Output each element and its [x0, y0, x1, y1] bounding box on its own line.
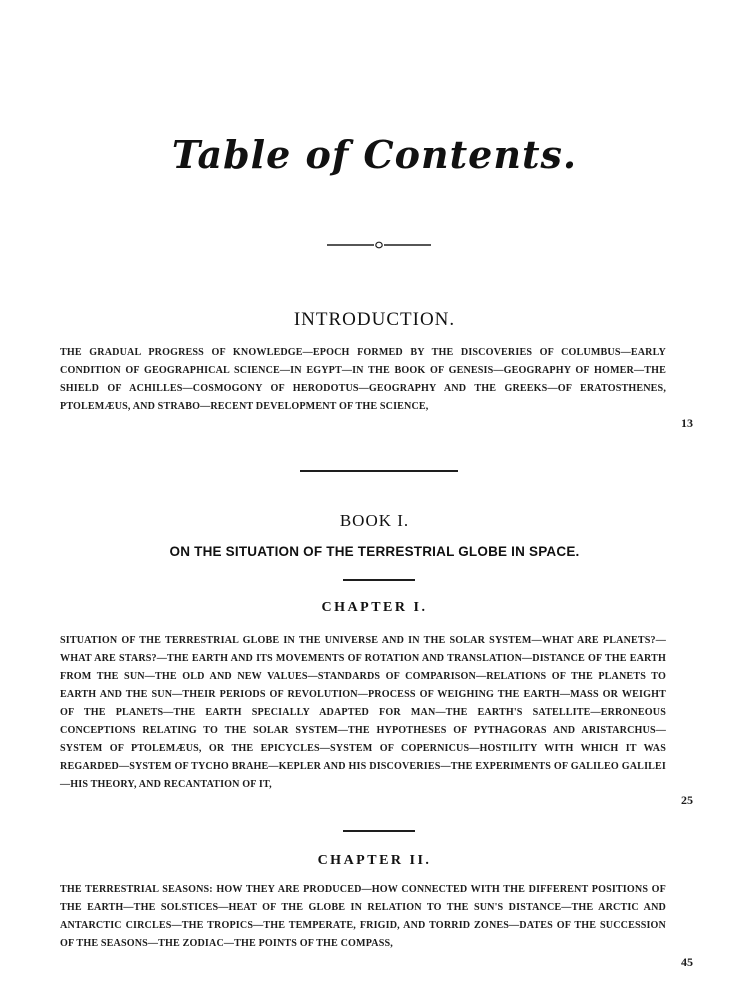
section-divider-rule [300, 470, 458, 472]
chapter-1-heading: CHAPTER I. [321, 600, 428, 615]
title-ornament-divider [327, 238, 431, 250]
book-subtitle: ON THE SITUATION OF THE TERRESTRIAL GLOBE IN SPACE. [169, 544, 580, 559]
chapter-1-entry [60, 632, 666, 794]
chapter-1-entry-text: SITUATION OF THE TERRESTRIAL GLOBE IN THE UNIVERSE AND IN THE SOLAR SYSTEM—WHAT ARE PLANETS?—WHAT ARE STARS?—THE EARTH AND ITS MOVEMENTS OF ROTATION AND TRANSLATION—DISTANCE OF THE EARTH FROM THE SUN—THE OLD AND NEW VALUES—STANDARDS OF COMPARISON—RELATIONS OF THE PLANETS TO EARTH AND THE SUN—THEIR PERIODS OF REVOLUTION—PROCESS OF WEIGHING THE EARTH—MASS OR WEIGHT OF THE PLANETS—THE EARTH SPECIALLY ADAPTED FOR MAN—THE EARTH'S SATELLITE—ERRONEOUS CONCEPTIONS RELATING TO THE SOLAR SYSTEM—THE HYPOTHESES OF PYTHAGORAS AND ARISTARCHUS—SYSTEM OF PTOLEMÆUS, OR THE EPICYCLES—SYSTEM OF COPERNICUS—HOSTILITY WITH WHICH IT WAS REGARDED—SYSTEM OF TYCHO BRAHE—KEPLER AND HIS DISCOVERIES—THE EXPERIMENTS OF GALILEO GALILEI—HIS THEORY, AND RECANTATION OF IT, [60, 635, 666, 790]
chapter-1-page-number: 25 [681, 793, 693, 807]
chapter-2-heading: CHAPTER II. [317, 853, 432, 868]
chapter-2-page-number: 45 [681, 955, 693, 969]
introduction-page-number: 13 [681, 416, 693, 430]
book-divider-rule [343, 579, 415, 581]
chapter-divider-rule [343, 830, 415, 832]
introduction-entry [60, 344, 666, 416]
introduction-entry-text: THE GRADUAL PROGRESS OF KNOWLEDGE—EPOCH FORMED BY THE DISCOVERIES OF COLUMBUS—EARLY CONDITION OF GEOGRAPHICAL SCIENCE—IN EGYPT—IN THE BOOK OF GENESIS—GEOGRAPHY OF HOMER—THE SHIELD OF ACHILLES—COSMOGONY OF HERODOTUS—GEOGRAPHY AND THE GREEKS—OF ERATOSTHENES, PTOLEMÆUS, AND STRABO—RECENT DEVELOPMENT OF THE SCIENCE, [60, 347, 666, 412]
page-title: Table of Contents. [171, 132, 578, 177]
introduction-heading: INTRODUCTION. [293, 309, 456, 330]
chapter-2-entry-text: THE TERRESTRIAL SEASONS: HOW THEY ARE PRODUCED—HOW CONNECTED WITH THE DIFFERENT POSITIONS OF THE EARTH—THE SOLSTICES—HEAT OF THE GLOBE IN RELATION TO THE SUN'S DISTANCE—THE ARCTIC AND ANTARCTIC CIRCLES—THE TROPICS—THE TEMPERATE, FRIGID, AND TORRID ZONES—DATES OF THE SUCCESSION OF THE SEASONS—THE ZODIAC—THE POINTS OF THE COMPASS, [60, 884, 666, 949]
book-heading: BOOK I. [339, 511, 410, 530]
chapter-2-entry [60, 881, 666, 953]
